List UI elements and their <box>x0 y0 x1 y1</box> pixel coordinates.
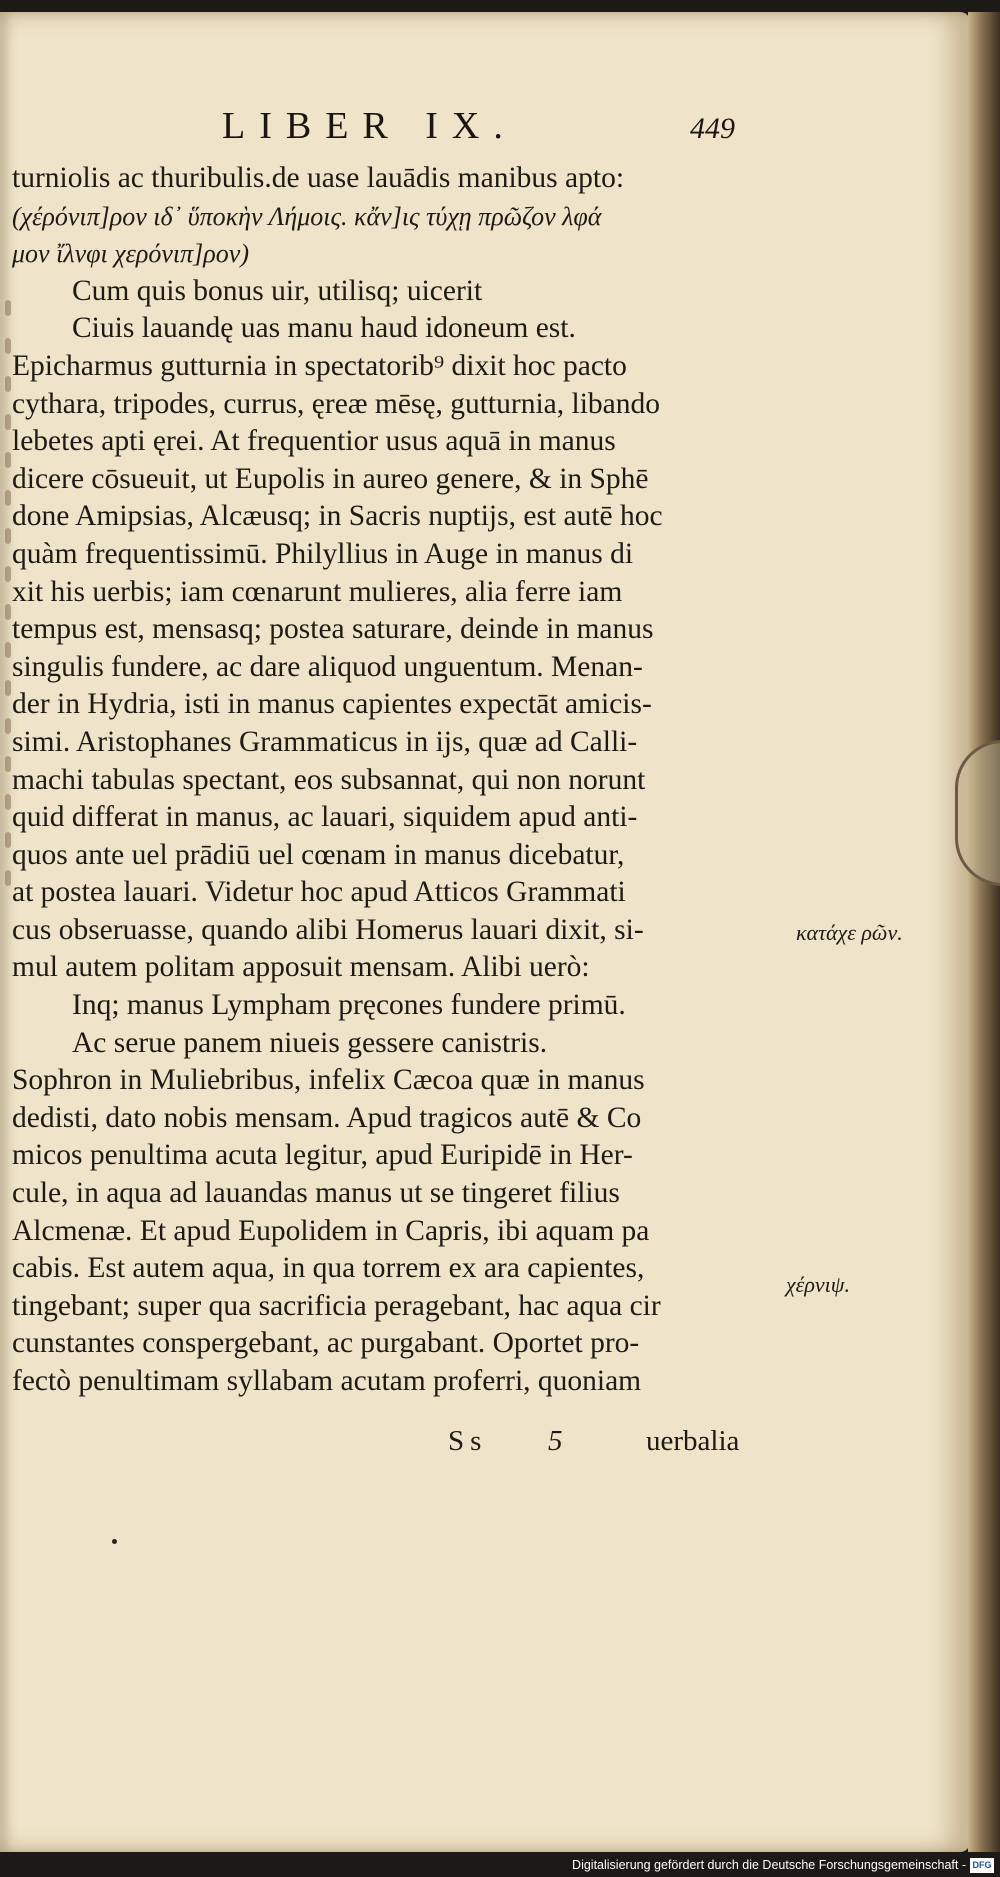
text-line: turniolis ac thuribulis.de uase lauādis manibus apto: <box>12 162 625 194</box>
running-head: LIBER IX. <box>222 105 517 147</box>
text-line: cunstantes conspergebant, ac purgabant. Oportet pro- <box>12 1327 640 1360</box>
text-line: quid differat in manus, ac lauari, siquidem apud anti- <box>12 801 638 834</box>
text-line: Cum quis bonus uir, utilisq; uicerit <box>72 274 483 307</box>
text-line: tingebant; super qua sacrificia peragebant, hac aqua cir <box>12 1289 661 1322</box>
text-line: Ciuis lauandę uas manu haud idoneum est. <box>72 312 576 345</box>
text-line: mul autem politam apposuit mensam. Alibi uerò: <box>12 951 590 984</box>
page-clip-mark <box>955 740 1000 886</box>
text-line: Alcmenæ. Et apud Eupolidem in Capris, ibi aquam pa <box>12 1214 650 1247</box>
body-text <box>12 160 764 1401</box>
text-line: cule, in aqua ad lauandas manus ut se tingeret filius <box>12 1177 620 1210</box>
page-header <box>0 104 1000 154</box>
text-line: done Amipsias, Alcæusq; in Sacris nuptijs, est autē hoc <box>12 500 663 533</box>
text-line: machi tabulas spectant, eos subsannat, qui non norunt <box>12 763 646 796</box>
text-line: cythara, tripodes, currus, ęreæ mēsę, gutturnia, libando <box>12 387 660 420</box>
text-line: Ac serue panem niueis gessere canistris. <box>72 1026 548 1059</box>
text-line: der in Hydria, isti in manus capientes expectāt amicis- <box>12 688 652 721</box>
text-line: μον ἴλνφι χερόνιπ]ρον) <box>12 239 249 269</box>
catchword: uerbalia <box>646 1425 740 1457</box>
text-line: quos ante uel prādiū uel cœnam in manus dicebatur, <box>12 838 625 871</box>
marginal-note: κατάχε ρῶν. <box>796 920 903 945</box>
text-line: cabis. Est autem aqua, in qua torrem ex ara capientes, <box>12 1252 645 1285</box>
text-line: lebetes apti ęrei. At frequentior usus aquā in manus <box>12 425 616 458</box>
text-line: dedisti, dato nobis mensam. Apud tragicos autē & Co <box>12 1101 642 1134</box>
text-line: fectò penultimam syllabam acutam proferri, quoniam <box>12 1365 642 1397</box>
text-line: at postea lauari. Videtur hoc apud Atticos Grammati <box>12 876 626 909</box>
page-edge-shadow <box>968 12 1000 1852</box>
text-line: simi. Aristophanes Grammaticus in ijs, quæ ad Calli- <box>12 725 638 758</box>
text-line: singulis fundere, ac dare aliquod unguentum. Menan- <box>12 650 643 683</box>
text-line: (χέρόνιπ]ρον ιδ᾽ ὕποκὴν Λήμοις. κἄν]ις τύχῃ πρῶζον λφά <box>12 201 602 231</box>
text-line: micos penultima acuta legitur, apud Euripidē in Her- <box>12 1139 633 1172</box>
signature-line <box>0 1425 1000 1465</box>
text-line: tempus est, mensasq; postea saturare, deinde in manus <box>12 613 654 646</box>
ink-speck <box>112 1539 117 1544</box>
text-line: Epicharmus gutturnia in spectatorib⁹ dixit hoc pacto <box>12 349 627 382</box>
text-line: dicere cōsueuit, ut Eupolis in aureo genere, & in Sphē <box>12 462 649 495</box>
page-number: 449 <box>690 112 735 145</box>
signature-mark: Ss <box>448 1425 488 1457</box>
text-line: quàm frequentissimū. Philyllius in Auge in manus di <box>12 537 634 570</box>
signature-number: 5 <box>548 1425 563 1457</box>
marginal-note: χέρνιψ. <box>786 1272 850 1297</box>
text-line: cus obseruasse, quando alibi Homerus lauari dixit, si- <box>12 913 644 946</box>
footer-credit: Digitalisierung gefördert durch die Deutsche Forschungsgemeinschaft - <box>572 1858 966 1872</box>
text-line: xit his uerbis; iam cœnarunt mulieres, alia ferre iam <box>12 575 623 608</box>
dfg-logo-icon: DFG <box>970 1858 994 1873</box>
text-line: Inq; manus Lympham pręcones fundere primū. <box>72 989 626 1022</box>
text-line: Sophron in Muliebribus, infelix Cæcoa quæ in manus <box>12 1064 645 1097</box>
